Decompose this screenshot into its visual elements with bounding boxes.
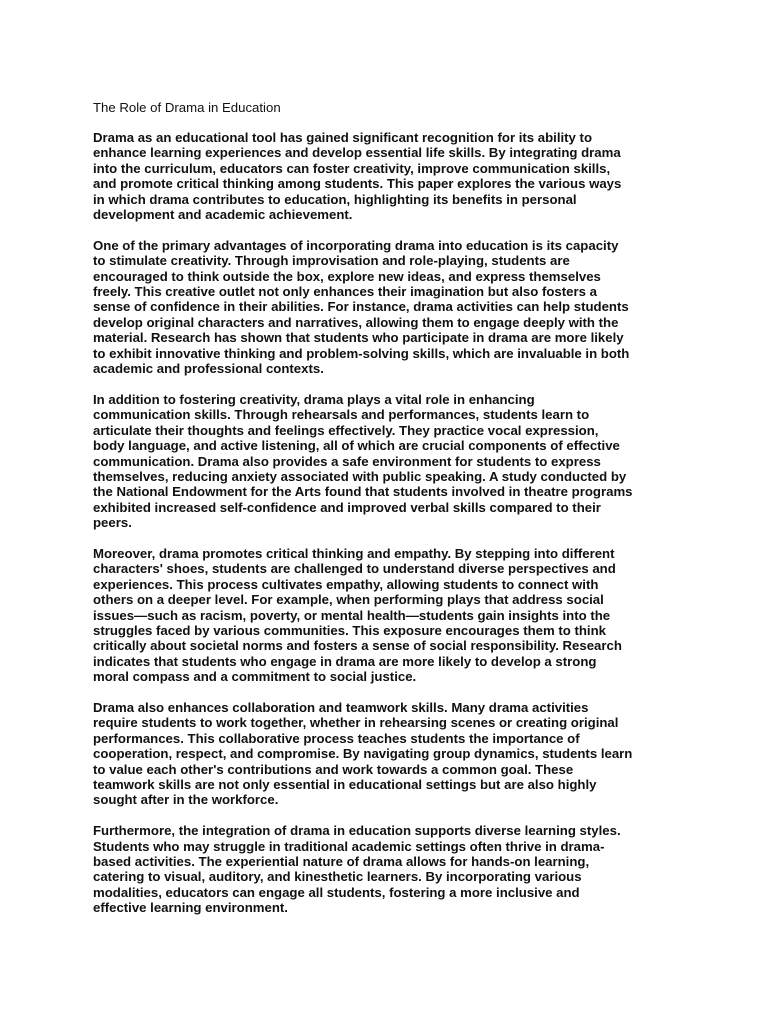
paragraph-line: Drama also enhances collaboration and teamwork skills. Many drama activities: [93, 699, 589, 715]
paragraph-list: [93, 130, 693, 916]
document-title: The Role of Drama in Education: [93, 100, 281, 115]
paragraph-line: communication skills. Through rehearsals and performances, students learn to: [93, 407, 590, 423]
paragraph-2: [93, 238, 693, 377]
paragraph-line: issues—such as racism, poverty, or mental health—students gain insights into the: [93, 607, 611, 623]
paragraph-line: Furthermore, the integration of drama in education supports diverse learning styles.: [93, 823, 621, 839]
paragraph-line: In addition to fostering creativity, drama plays a vital role in enhancing: [93, 391, 535, 407]
paragraph-line: performances. This collaborative process teaches students the importance of: [93, 730, 580, 746]
paragraph-line: others on a deeper level. For example, when performing plays that address social: [93, 592, 604, 608]
paragraph-line: articulate their thoughts and feelings effectively. They practice vocal expression,: [93, 422, 599, 438]
paragraph-line: in which drama contributes to education, highlighting its benefits in personal: [93, 191, 577, 207]
paragraph-line: into the curriculum, educators can foster creativity, improve communication skills,: [93, 160, 611, 176]
paragraph-1: [93, 130, 693, 222]
paragraph-line: effective learning environment.: [93, 900, 288, 916]
paragraph-line: themselves, reducing anxiety associated with public speaking. A study conducted by: [93, 468, 627, 484]
paragraph-3: [93, 392, 693, 531]
paragraph-line: body language, and active listening, all of which are crucial components of effective: [93, 438, 620, 454]
paragraph-line: based activities. The experiential nature of drama allows for hands-on learning,: [93, 854, 590, 870]
paragraph-5: [93, 700, 693, 808]
paragraph-line: exhibited increased self-confidence and improved verbal skills compared to their: [93, 499, 601, 515]
paragraph-line: peers.: [93, 515, 132, 531]
paragraph-line: critically about societal norms and fosters a sense of social responsibility. Research: [93, 638, 622, 654]
paragraph-line: experiences. This process cultivates empathy, allowing students to connect with: [93, 576, 599, 592]
paragraph-line: to stimulate creativity. Through improvisation and role-playing, students are: [93, 253, 570, 269]
paragraph-line: develop original characters and narratives, allowing them to engage deeply with the: [93, 314, 619, 330]
paragraph-line: communication. Drama also provides a safe environment for students to express: [93, 453, 601, 469]
paragraph-line: the National Endowment for the Arts found that students involved in theatre programs: [93, 484, 633, 500]
paragraph-line: academic and professional contexts.: [93, 361, 324, 377]
paragraph-4: [93, 546, 693, 685]
paragraph-line: moral compass and a commitment to social justice.: [93, 669, 417, 685]
paragraph-line: enhance learning experiences and develop essential life skills. By integrating drama: [93, 145, 621, 161]
paragraph-line: and promote critical thinking among students. This paper explores the various ways: [93, 176, 622, 192]
paragraph-line: encouraged to think outside the box, explore new ideas, and express themselves: [93, 268, 601, 284]
paragraph-line: catering to visual, auditory, and kinesthetic learners. By incorporating various: [93, 869, 582, 885]
paragraph-line: Drama as an educational tool has gained significant recognition for its ability to: [93, 130, 593, 145]
paragraph-line: struggles faced by various communities. This exposure encourages them to think: [93, 622, 606, 638]
paragraph-6: [93, 823, 693, 915]
paragraph-line: cooperation, respect, and compromise. By navigating group dynamics, students learn: [93, 746, 633, 762]
document-body: [93, 100, 693, 931]
paragraph-line: to exhibit innovative thinking and problem-solving skills, which are invaluable in both: [93, 345, 630, 361]
paragraph-line: One of the primary advantages of incorporating drama into education is its capacity: [93, 237, 619, 253]
paragraph-line: require students to work together, whether in rehearsing scenes or creating original: [93, 715, 619, 731]
paragraph-line: indicates that students who engage in drama are more likely to develop a strong: [93, 653, 597, 669]
paragraph-line: teamwork skills are not only essential in educational settings but are also highly: [93, 777, 597, 792]
paragraph-line: Students who may struggle in traditional academic settings often thrive in drama-: [93, 838, 605, 854]
paragraph-line: modalities, educators can engage all students, fostering a more inclusive and: [93, 884, 580, 900]
paragraph-line: Moreover, drama promotes critical thinking and empathy. By stepping into different: [93, 545, 615, 561]
paragraph-line: sense of confidence in their abilities. For instance, drama activities can help students: [93, 299, 629, 315]
paragraph-line: material. Research has shown that students who participate in drama are more likely: [93, 330, 624, 346]
paragraph-line: characters' shoes, students are challenged to understand diverse perspectives and: [93, 561, 616, 577]
paragraph-line: development and academic achievement.: [93, 207, 353, 223]
paragraph-line: sought after in the workforce.: [93, 792, 279, 808]
paragraph-line: to value each other's contributions and work towards a common goal. These: [93, 761, 574, 777]
paragraph-line: freely. This creative outlet not only enhances their imagination but also fosters a: [93, 284, 597, 300]
